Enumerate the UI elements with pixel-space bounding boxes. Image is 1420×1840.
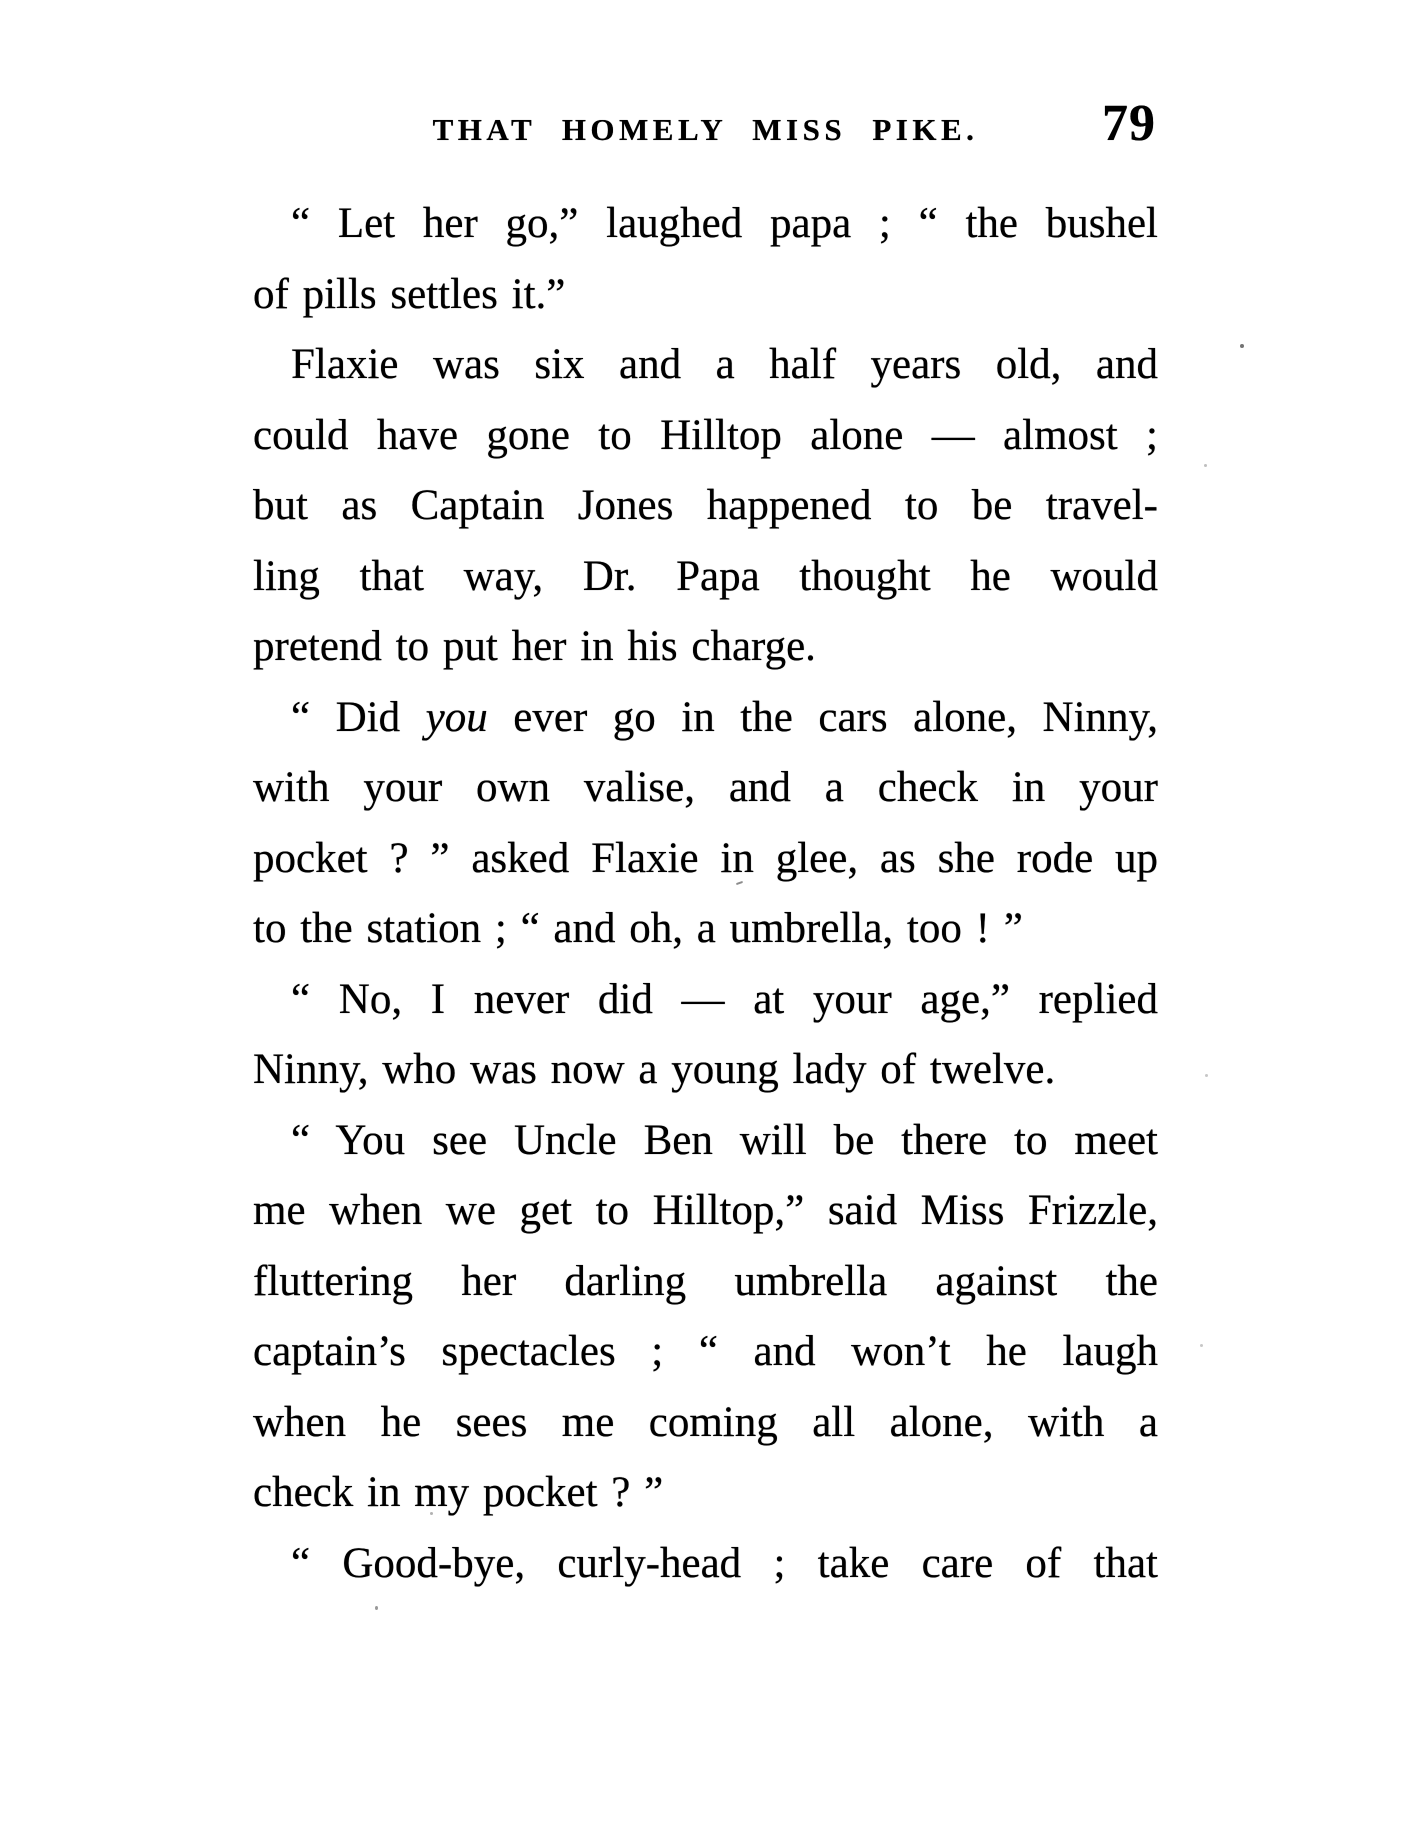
text-line: “ You see Uncle Ben will be there to meet — [291, 1116, 1158, 1164]
italic-word: you — [425, 693, 488, 741]
scan-speck — [1240, 344, 1244, 348]
scan-speck — [375, 1606, 378, 1610]
text-line: of pills settles it.” — [253, 270, 566, 318]
text-line: “ No, I never did — at your age,” replied — [291, 975, 1158, 1023]
scan-speck — [430, 1512, 433, 1515]
text-line: “ Let her go,” laughed papa ; “ the bushel — [291, 200, 1158, 247]
text-line: when he sees me coming all alone, with a — [253, 1398, 1158, 1446]
text-line: captain’s spectacles ; “ and won’t he laugh — [253, 1328, 1158, 1375]
text-line: but as Captain Jones happened to be travel- — [253, 482, 1158, 529]
text-line: check in my pocket ? ” — [253, 1469, 664, 1516]
text-line: with your own valise, and a check in your — [253, 764, 1158, 811]
text-line: pocket ? ” asked Flaxie in glee, as she rode up — [253, 834, 1158, 882]
chapter-title: THAT HOMELY MISS PIKE. — [432, 112, 979, 147]
text-line: to the station ; “ and oh, a umbrella, too ! ” — [253, 905, 1023, 952]
text-line — [253, 683, 1158, 754]
text-line: could have gone to Hilltop alone — almost ; — [253, 411, 1158, 459]
scan-speck — [1205, 1074, 1208, 1077]
body-text — [253, 189, 1158, 1599]
text-line: “ Good-bye, curly-head ; take care of that — [291, 1539, 1158, 1587]
text-line: ling that way, Dr. Papa thought he would — [253, 552, 1158, 600]
scan-speck — [1204, 464, 1207, 467]
scan-speck — [1200, 1344, 1203, 1347]
text-segment: ever go in the cars alone, Ninny, — [487, 693, 1158, 741]
text-line: fluttering her darling umbrella against the — [253, 1257, 1158, 1305]
page-number: 79 — [1102, 95, 1156, 152]
text-segment: “ Did — [291, 693, 426, 741]
running-head — [253, 95, 1158, 154]
text-line: Ninny, who was now a young lady of twelve. — [253, 1046, 1056, 1093]
text-line: pretend to put her in his charge. — [253, 623, 816, 670]
text-line: Flaxie was six and a half years old, and — [291, 341, 1158, 388]
text-line: me when we get to Hilltop,” said Miss Frizzle, — [253, 1187, 1158, 1234]
